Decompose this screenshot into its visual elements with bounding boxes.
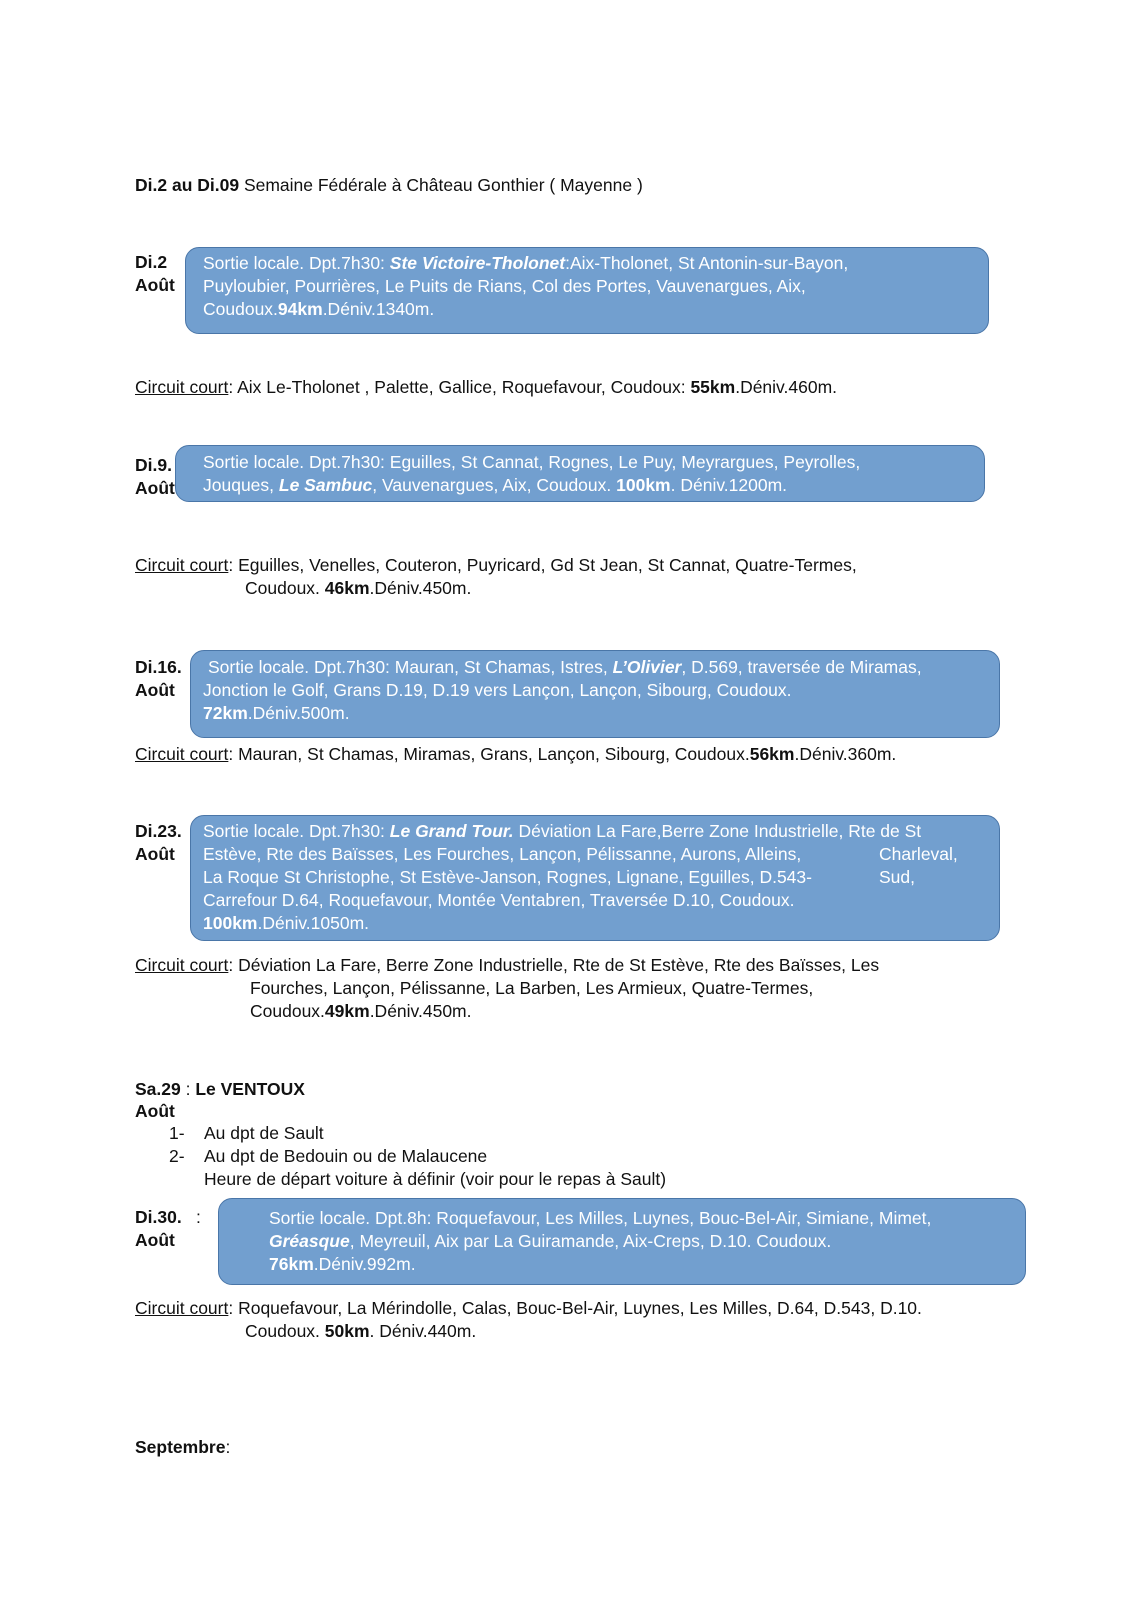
week4-day: Di.23. — [135, 821, 182, 841]
ventoux-sep: : — [180, 1079, 196, 1099]
week2-line2-c: , Vauvenargues, Aix, Coudoux. — [372, 475, 617, 495]
week3-cc-label: Circuit court — [135, 744, 229, 764]
week2-short-circuit — [135, 554, 857, 577]
week5-day: Di.30. — [135, 1207, 182, 1227]
week2-cc-label: Circuit court — [135, 555, 229, 575]
week4-line1 — [203, 820, 921, 843]
week5-short-circuit — [135, 1297, 922, 1320]
header-text: Semaine Fédérale à Château Gonthier ( Mayenne ) — [239, 175, 643, 195]
ventoux-option1-num: 1- — [169, 1123, 185, 1143]
week2-cc-elevation: .Déniv.450m. — [369, 578, 472, 598]
week2-short-circuit-line2 — [245, 577, 471, 600]
week1-month: Août — [135, 275, 175, 295]
week4-month: Août — [135, 844, 175, 864]
week2-date — [135, 454, 175, 500]
week2-line2-a: Jouques, — [203, 475, 279, 495]
week2-elevation: . Déniv.1200m. — [670, 475, 788, 495]
week3-distance: 72km — [203, 703, 248, 723]
week4-line2-right: Charleval, — [879, 844, 958, 864]
week1-line1 — [203, 252, 848, 275]
week2-distance: 100km — [616, 475, 671, 495]
week3-cc-elevation: .Déniv.360m. — [794, 744, 897, 764]
week5-line3 — [269, 1253, 416, 1276]
week1-elevation: .Déniv.1340m. — [322, 299, 435, 319]
week4-line2: Estève, Rte des Baïsses, Les Fourches, Lançon, Pélissanne, Aurons, Alleins, — [203, 844, 802, 864]
header-range: Di.2 au Di.09 — [135, 175, 240, 195]
next-month-colon: : — [225, 1437, 231, 1457]
ventoux-title: Le VENTOUX — [195, 1079, 305, 1099]
week4-distance: 100km — [203, 913, 258, 933]
week1-short-circuit — [135, 376, 837, 399]
header-line — [135, 174, 643, 197]
week5-line2 — [269, 1230, 831, 1253]
week3-cc-distance: 56km — [749, 744, 795, 764]
week1-ride-box — [185, 247, 989, 334]
week5-short-circuit-line2 — [245, 1320, 476, 1343]
week4-highlight: Le Grand Tour. — [389, 821, 514, 841]
week5-distance: 76km — [269, 1254, 314, 1274]
week1-line1-a: Sortie locale. Dpt.7h30: — [203, 253, 390, 273]
week1-line3-a: Coudoux. — [203, 299, 278, 319]
week5-cc-distance: 50km — [324, 1321, 370, 1341]
week5-line1: Sortie locale. Dpt.8h: Roquefavour, Les Milles, Luynes, Bouc-Bel-Air, Simiane, Mimet, — [269, 1208, 932, 1228]
week4-line3-right: Sud, — [879, 867, 915, 887]
week4-line4: Carrefour D.64, Roquefavour, Montée Ventabren, Traversée D.10, Coudoux. — [203, 890, 795, 910]
week4-short-circuit-line2: Fourches, Lançon, Pélissanne, La Barben, Les Armieux, Quatre-Termes, — [250, 978, 814, 998]
ventoux-option1: Au dpt de Sault — [204, 1123, 324, 1143]
ventoux-option2: Au dpt de Bedouin ou de Malaucene — [204, 1146, 488, 1166]
week1-cc-elevation: .Déniv.460m. — [735, 377, 838, 397]
week1-line1-c: :Aix-Tholonet, St Antonin-sur-Bayon, — [565, 253, 849, 273]
week5-highlight: Gréasque — [269, 1231, 350, 1251]
week2-highlight: Le Sambuc — [278, 475, 373, 495]
week1-cc-label: Circuit court — [135, 377, 229, 397]
week5-elevation: .Déniv.992m. — [313, 1254, 416, 1274]
week4-cc-line3-a: Coudoux. — [250, 1001, 325, 1021]
week4-line5 — [203, 912, 369, 935]
week4-elevation: .Déniv.1050m. — [257, 913, 370, 933]
week5-colon: : — [196, 1207, 201, 1227]
week2-month: Août — [135, 478, 175, 498]
week3-day: Di.16. — [135, 657, 182, 677]
week4-cc-label: Circuit court — [135, 955, 229, 975]
week5-cc-elevation: . Déniv.440m. — [369, 1321, 477, 1341]
week1-line3 — [203, 298, 434, 321]
week4-line3: La Roque St Christophe, St Estève-Janson, Rognes, Lignane, Eguilles, D.543- — [203, 867, 812, 887]
week1-distance: 94km — [277, 299, 323, 319]
week2-cc-line1: : Eguilles, Venelles, Couteron, Puyricard, Gd St Jean, St Cannat, Quatre-Termes, — [228, 555, 857, 575]
week1-highlight: Ste Victoire-Tholonet — [389, 253, 566, 273]
week3-line3 — [203, 702, 350, 725]
week4-ride-box — [190, 815, 1000, 941]
week4-line1-a: Sortie locale. Dpt.7h30: — [203, 821, 390, 841]
week1-line2: Puyloubier, Pourrières, Le Puits de Rians, Col des Portes, Vauvenargues, Aix, — [203, 276, 806, 296]
week3-line1 — [208, 656, 922, 679]
week4-short-circuit-line3 — [250, 1000, 472, 1023]
week3-line2: Jonction le Golf, Grans D.19, D.19 vers Lançon, Lançon, Sibourg, Coudoux. — [203, 680, 792, 700]
week5-line2-b: , Meyreuil, Aix par La Guiramande, Aix-Creps, D.10. Coudoux. — [349, 1231, 832, 1251]
week1-cc-route: : Aix Le-Tholonet , Palette, Gallice, Roquefavour, Coudoux: — [228, 377, 691, 397]
week3-month: Août — [135, 680, 175, 700]
week2-cc-distance: 46km — [324, 578, 370, 598]
week1-date — [135, 251, 175, 297]
week1-cc-distance: 55km — [690, 377, 736, 397]
week2-line1: Sortie locale. Dpt.7h30: Eguilles, St Cannat, Rognes, Le Puy, Meyrargues, Peyrolles, — [203, 452, 861, 472]
next-month-label: Septembre — [135, 1437, 226, 1457]
week4-line1-c: Déviation La Fare,Berre Zone Industrielle, Rte de St — [513, 821, 922, 841]
week3-short-circuit — [135, 743, 896, 766]
next-month-heading — [135, 1436, 230, 1459]
week3-cc-route: : Mauran, St Chamas, Miramas, Grans, Lançon, Sibourg, Coudoux. — [228, 744, 750, 764]
week5-month: Août — [135, 1230, 175, 1250]
week4-short-circuit — [135, 954, 879, 977]
ventoux-month: Août — [135, 1101, 175, 1121]
week1-day: Di.2 — [135, 252, 168, 272]
week5-cc-line2-a: Coudoux. — [245, 1321, 325, 1341]
week4-cc-elevation: .Déniv.450m. — [369, 1001, 472, 1021]
week3-ride-box — [190, 650, 1000, 738]
week3-elevation: .Déniv.500m. — [247, 703, 350, 723]
ventoux-note: Heure de départ voiture à définir (voir pour le repas à Sault) — [204, 1169, 667, 1189]
week4-date — [135, 820, 182, 866]
week5-ride-box — [218, 1198, 1026, 1285]
week3-highlight: L’Olivier — [612, 657, 682, 677]
week2-ride-box — [175, 445, 985, 502]
ventoux-day: Sa.29 — [135, 1079, 181, 1099]
week2-day: Di.9. — [135, 455, 172, 475]
week4-cc-distance: 49km — [324, 1001, 370, 1021]
week3-date — [135, 656, 182, 702]
week5-cc-label: Circuit court — [135, 1298, 229, 1318]
ventoux-option2-num: 2- — [169, 1146, 185, 1166]
week4-cc-line1: : Déviation La Fare, Berre Zone Industrielle, Rte de St Estève, Rte des Baïsses, Les — [228, 955, 880, 975]
week5-cc-line1: : Roquefavour, La Mérindolle, Calas, Bouc-Bel-Air, Luynes, Les Milles, D.64, D.543, D.10. — [228, 1298, 922, 1318]
week5-date — [135, 1206, 201, 1252]
week2-cc-line2-a: Coudoux. — [245, 578, 325, 598]
week2-line2 — [203, 474, 787, 497]
ventoux-heading — [135, 1078, 305, 1101]
week5-day-line — [135, 1206, 201, 1229]
week3-line1-a: Sortie locale. Dpt.7h30: Mauran, St Chamas, Istres, — [208, 657, 613, 677]
week3-line1-c: , D.569, traversée de Miramas, — [681, 657, 922, 677]
